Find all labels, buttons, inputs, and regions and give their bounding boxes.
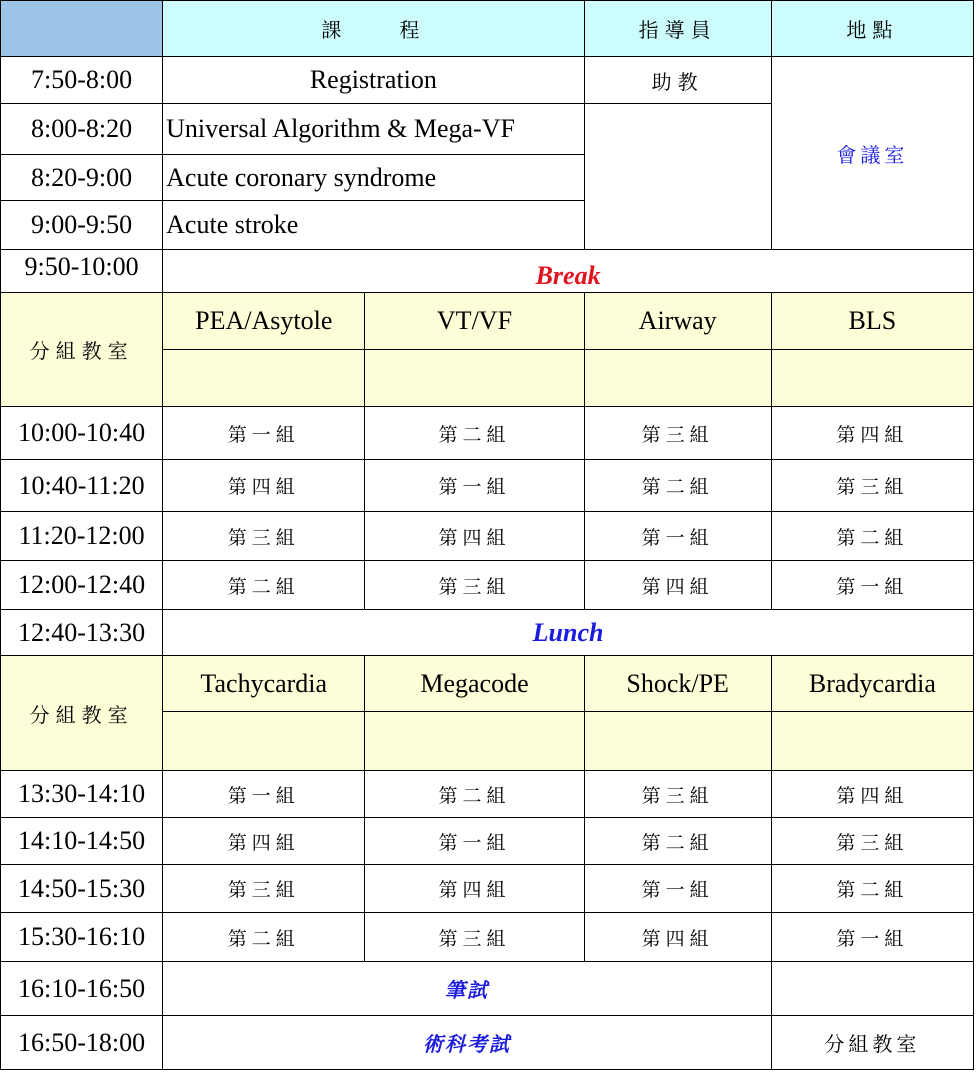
group-cell: 第四組 <box>771 771 973 818</box>
group-cell: 第四組 <box>365 865 584 913</box>
time-cell: 12:40-13:30 <box>1 610 163 656</box>
station-instructor-cell <box>163 350 365 407</box>
group-cell: 第四組 <box>163 818 365 865</box>
station-instructor-cell <box>771 350 973 407</box>
group-cell: 第一組 <box>584 512 771 561</box>
group-cell: 第二組 <box>365 407 584 460</box>
station-label: PEA/Asytole <box>163 293 365 350</box>
group-cell: 第一組 <box>365 818 584 865</box>
group-cell: 第三組 <box>584 407 771 460</box>
time-cell: 16:50-18:00 <box>1 1016 163 1070</box>
station-instructor-cell <box>365 350 584 407</box>
table-row <box>1 561 974 610</box>
group-cell: 第一組 <box>365 460 584 512</box>
group-cell: 第二組 <box>163 913 365 962</box>
station-label: Shock/PE <box>584 656 771 712</box>
group-cell: 第三組 <box>163 512 365 561</box>
group-cell: 第一組 <box>771 561 973 610</box>
time-cell: 16:10-16:50 <box>1 962 163 1016</box>
exam-location-cell: 分組教室 <box>771 1016 973 1070</box>
group-cell: 第一組 <box>771 913 973 962</box>
group-cell: 第二組 <box>584 818 771 865</box>
time-cell: 7:50-8:00 <box>1 57 163 104</box>
group-cell: 第四組 <box>163 460 365 512</box>
station-instructor-cell <box>584 350 771 407</box>
station-label: Airway <box>584 293 771 350</box>
room-label: 分組教室 <box>1 293 163 407</box>
course-cell: Registration <box>163 57 584 104</box>
course-cell: Acute stroke <box>163 201 584 250</box>
group-cell: 第二組 <box>584 460 771 512</box>
group-cell: 第三組 <box>163 865 365 913</box>
station-instructor-cell <box>365 712 584 771</box>
exam-row <box>1 1016 974 1070</box>
room-label: 分組教室 <box>1 656 163 771</box>
course-cell: Acute coronary syndrome <box>163 155 584 201</box>
table-row <box>1 913 974 962</box>
time-cell: 9:50-10:00 <box>1 250 163 293</box>
table-row <box>1 771 974 818</box>
group-cell: 第三組 <box>365 561 584 610</box>
group-cell: 第四組 <box>365 512 584 561</box>
header-location: 地點 <box>771 1 973 57</box>
group-cell: 第一組 <box>584 865 771 913</box>
time-cell: 10:00-10:40 <box>1 407 163 460</box>
table-row <box>1 512 974 561</box>
station-label: Tachycardia <box>163 656 365 712</box>
table-row <box>1 865 974 913</box>
group-cell: 第三組 <box>584 771 771 818</box>
time-cell: 9:00-9:50 <box>1 201 163 250</box>
group-cell: 第四組 <box>771 407 973 460</box>
station-label: Bradycardia <box>771 656 973 712</box>
break-row <box>1 250 974 293</box>
lunch-label: Lunch <box>163 610 974 656</box>
time-cell: 13:30-14:10 <box>1 771 163 818</box>
lunch-row <box>1 610 974 656</box>
header-corner-cell <box>1 1 163 57</box>
station-row <box>1 293 974 350</box>
station-instructor-cell <box>771 712 973 771</box>
group-cell: 第三組 <box>771 460 973 512</box>
exam-location-cell <box>771 962 973 1016</box>
table-row <box>1 57 974 104</box>
group-cell: 第四組 <box>584 913 771 962</box>
station-label: VT/VF <box>365 293 584 350</box>
station-label: Megacode <box>365 656 584 712</box>
group-cell: 第二組 <box>163 561 365 610</box>
group-cell: 第三組 <box>771 818 973 865</box>
header-instructor: 指導員 <box>584 1 771 57</box>
table-row <box>1 460 974 512</box>
station-instructor-cell <box>163 712 365 771</box>
group-cell: 第一組 <box>163 771 365 818</box>
time-cell: 11:20-12:00 <box>1 512 163 561</box>
group-cell: 第二組 <box>771 865 973 913</box>
instructor-cell <box>584 104 771 250</box>
table-row <box>1 407 974 460</box>
time-cell: 8:20-9:00 <box>1 155 163 201</box>
station-label: BLS <box>771 293 973 350</box>
instructor-cell: 助教 <box>584 57 771 104</box>
group-cell: 第二組 <box>771 512 973 561</box>
location-cell: 會議室 <box>771 57 973 250</box>
time-cell: 14:50-15:30 <box>1 865 163 913</box>
time-cell: 15:30-16:10 <box>1 913 163 962</box>
break-label: Break <box>163 250 974 293</box>
exam-row <box>1 962 974 1016</box>
written-exam-label: 筆試 <box>163 962 772 1016</box>
time-cell: 12:00-12:40 <box>1 561 163 610</box>
group-cell: 第四組 <box>584 561 771 610</box>
practical-exam-label: 術科考試 <box>163 1016 772 1070</box>
time-cell: 10:40-11:20 <box>1 460 163 512</box>
station-row <box>1 656 974 712</box>
group-cell: 第二組 <box>365 771 584 818</box>
header-row <box>1 1 974 57</box>
group-cell: 第一組 <box>163 407 365 460</box>
time-cell: 8:00-8:20 <box>1 104 163 155</box>
station-instructor-cell <box>584 712 771 771</box>
table-row <box>1 818 974 865</box>
time-cell: 14:10-14:50 <box>1 818 163 865</box>
group-cell: 第三組 <box>365 913 584 962</box>
header-course: 課 程 <box>163 1 584 57</box>
course-cell: Universal Algorithm & Mega-VF <box>163 104 584 155</box>
